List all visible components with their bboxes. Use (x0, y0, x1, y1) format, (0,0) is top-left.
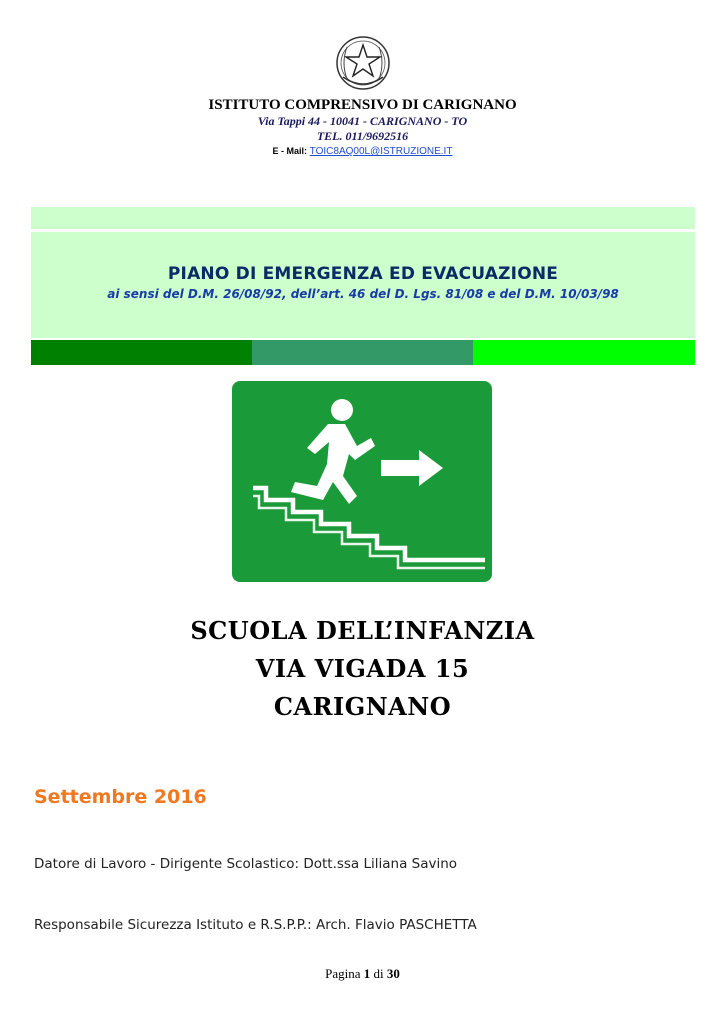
employer-line: Datore di Lavoro - Dirigente Scolastico: Dott.ssa Liliana Savino (34, 856, 458, 872)
institute-phone: TEL. 011/9692516 (316, 129, 409, 143)
page-label: Pagina (325, 966, 361, 981)
title-band (31, 232, 695, 338)
rspp-line: Responsabile Sicurezza Istituto e R.S.P.P.: Arch. Flavio PASCHETTA (34, 917, 477, 933)
emergency-exit-stairs-icon (231, 380, 493, 583)
color-stripe-lime (473, 340, 695, 365)
institute-header (0, 96, 725, 159)
page-total: 30 (386, 966, 400, 981)
plan-title: PIANO DI EMERGENZA ED EVACUAZIONE (167, 264, 559, 284)
school-city-line: CARIGNANO (273, 692, 452, 721)
school-address-line: VIA VIGADA 15 (255, 654, 470, 683)
institute-name: ISTITUTO COMPRENSIVO DI CARIGNANO (208, 97, 517, 113)
email-label: E - Mail: (272, 146, 308, 156)
color-stripe-sea-green (252, 340, 473, 365)
email-link[interactable]: TOIC8AQ00L@ISTRUZIONE.IT (309, 146, 453, 157)
page-of-label: di (373, 966, 384, 981)
color-stripe-dark-green (31, 340, 252, 365)
page-footer (0, 966, 725, 982)
school-name-line: SCUOLA DELL’INFANZIA (190, 616, 535, 645)
title-band-top (31, 207, 695, 229)
institute-address: Via Tappi 44 - 10041 - CARIGNANO - TO (257, 114, 468, 128)
school-name-block (0, 612, 725, 726)
republic-emblem-icon (333, 33, 393, 93)
page-current: 1 (363, 966, 371, 981)
plan-subtitle: ai sensi del D.M. 26/08/92, dell’art. 46 del D. Lgs. 81/08 e del D.M. 10/03/98 (107, 287, 619, 301)
document-date: Settembre 2016 (34, 786, 207, 808)
institute-email-line (0, 144, 725, 159)
